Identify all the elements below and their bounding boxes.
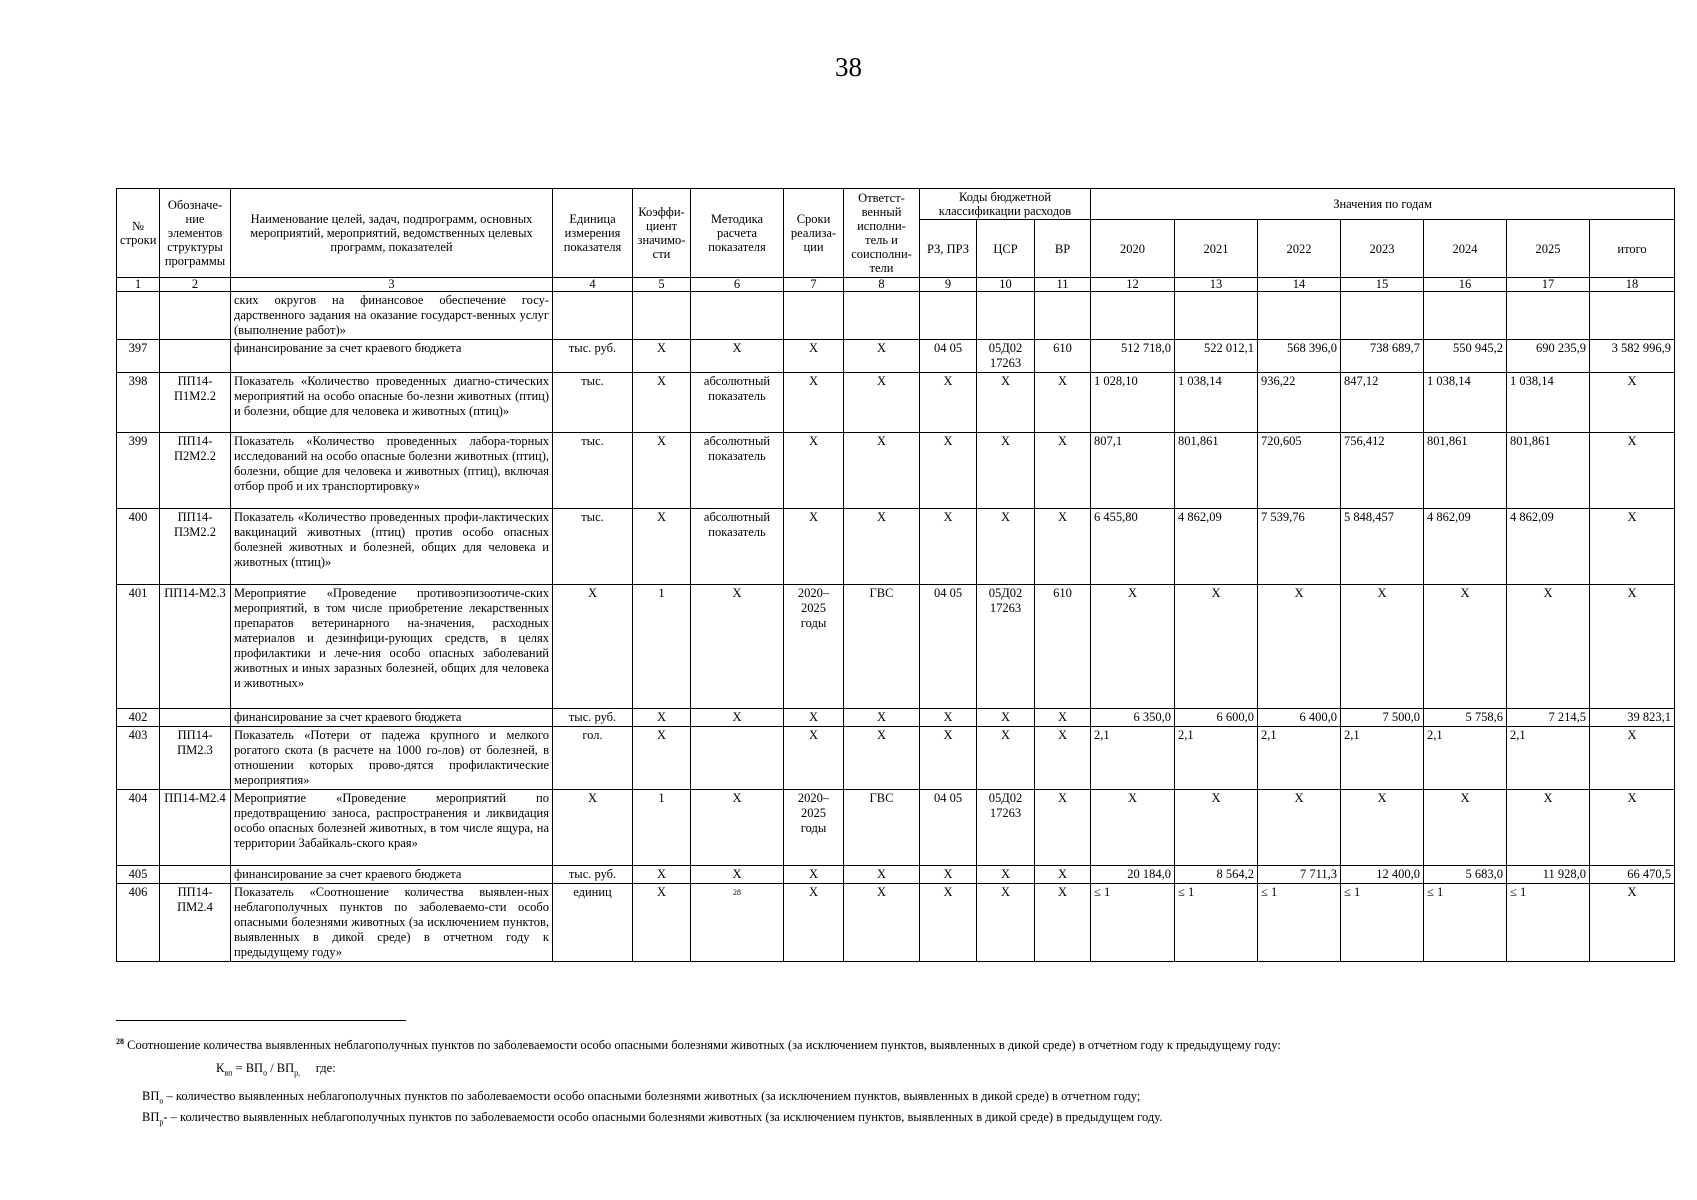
row-csr: X: [977, 373, 1035, 433]
column-number: 9: [920, 278, 977, 292]
row-value-2024: 2,1: [1424, 727, 1507, 790]
row-name: Показатель «Количество проведенных лабора-торных исследований на особо опасные болезни животных (птиц), болезни, общие для человека и животных (птиц), включая отбор проб и их транспортировку»: [231, 433, 553, 509]
row-value-2025: [1507, 292, 1590, 340]
header-method: Методика расчета показателя: [691, 189, 784, 278]
row-value-total: X: [1590, 585, 1675, 709]
row-designation: ПП14-П2М2.2: [160, 433, 231, 509]
row-value-2023: [1341, 292, 1424, 340]
row-value-2025: X: [1507, 585, 1590, 709]
row-name: финансирование за счет краевого бюджета: [231, 709, 553, 727]
row-value-total: [1590, 292, 1675, 340]
row-value-2021: 8 564,2: [1175, 866, 1258, 884]
row-value-2024: X: [1424, 790, 1507, 866]
row-value-total: X: [1590, 790, 1675, 866]
row-designation: ПП14-ПМ2.4: [160, 884, 231, 962]
table-row: [117, 585, 1675, 709]
footnote-definition-1: [142, 1088, 1676, 1110]
formula-vp: = ВП: [232, 1061, 264, 1076]
row-designation: ПП14-М2.4: [160, 790, 231, 866]
row-coefficient: 1: [633, 790, 691, 866]
row-vr: X: [1035, 373, 1091, 433]
def1-text: – количество выявленных неблагополучных пунктов по заболеваемости особо опасными болезнями животных (за исключением пунктов, выявленных в дикой среде) в отчетном году;: [163, 1088, 1141, 1103]
column-number: 14: [1258, 278, 1341, 292]
row-csr: X: [977, 866, 1035, 884]
row-terms: X: [784, 433, 844, 509]
row-value-2021: X: [1175, 790, 1258, 866]
row-coefficient: [633, 292, 691, 340]
formula-p-sub: р,: [294, 1068, 301, 1078]
column-number: 3: [231, 278, 553, 292]
row-executor: X: [844, 709, 920, 727]
row-value-2021: 1 038,14: [1175, 373, 1258, 433]
row-value-2025: 4 862,09: [1507, 509, 1590, 585]
column-number: 1: [117, 278, 160, 292]
header-name: Наименование целей, задач, подпрограмм, основных мероприятий, мероприятий, ведомственных целевых программ, показателей: [231, 189, 553, 278]
header-designation: Обозначе-ние элементов структуры программы: [160, 189, 231, 278]
row-executor: X: [844, 340, 920, 373]
formula-where: где:: [315, 1061, 336, 1076]
row-value-2020: 2,1: [1091, 727, 1175, 790]
row-method: X: [691, 340, 784, 373]
row-designation: ПП14-П3М2.2: [160, 509, 231, 585]
row-terms: X: [784, 373, 844, 433]
row-value-2021: X: [1175, 585, 1258, 709]
row-designation: ПП14-ПМ2.3: [160, 727, 231, 790]
row-value-2023: X: [1341, 585, 1424, 709]
row-executor: X: [844, 373, 920, 433]
row-terms: X: [784, 509, 844, 585]
row-value-2023: 847,12: [1341, 373, 1424, 433]
row-csr: [977, 292, 1035, 340]
row-value-2023: 5 848,457: [1341, 509, 1424, 585]
row-method: абсолютный показатель: [691, 509, 784, 585]
def2-prefix: ВП: [142, 1110, 160, 1125]
row-unit: тыс. руб.: [553, 340, 633, 373]
row-value-2022: 568 396,0: [1258, 340, 1341, 373]
row-number: 397: [117, 340, 160, 373]
column-number: 7: [784, 278, 844, 292]
row-vr: X: [1035, 433, 1091, 509]
footnote-definition-2: [142, 1109, 1676, 1131]
row-coefficient: X: [633, 509, 691, 585]
row-value-2024: 550 945,2: [1424, 340, 1507, 373]
row-value-2020: X: [1091, 585, 1175, 709]
row-number: 401: [117, 585, 160, 709]
formula-k: К: [216, 1061, 225, 1076]
row-coefficient: X: [633, 727, 691, 790]
row-method: [691, 292, 784, 340]
row-value-2024: 4 862,09: [1424, 509, 1507, 585]
row-number: 399: [117, 433, 160, 509]
row-number: 406: [117, 884, 160, 962]
header-coefficient: Коэффи-циент значимо-сти: [633, 189, 691, 278]
row-name: Мероприятие «Проведение противоэпизоотиче-ских мероприятий, в том числе приобретение лекарственных препаратов ветеринарного на-значения, расходных материалов и дезинфици-рующих средств, в целях профилактики и лече-ния особо опасных заболеваний животных и иных заразных болезней, общих для человека и животных»: [231, 585, 553, 709]
row-method: X: [691, 709, 784, 727]
row-value-2024: 801,861: [1424, 433, 1507, 509]
row-terms: X: [784, 709, 844, 727]
row-rz-prz: X: [920, 709, 977, 727]
row-value-2023: ≤ 1: [1341, 884, 1424, 962]
row-value-2025: ≤ 1: [1507, 884, 1590, 962]
header-rz-prz: РЗ, ПРЗ: [920, 220, 977, 278]
row-vr: X: [1035, 884, 1091, 962]
row-value-2025: 1 038,14: [1507, 373, 1590, 433]
def2-text: - – количество выявленных неблагополучных пунктов по заболеваемости особо опасными болезнями животных (за исключением пунктов, выявленных в дикой среде) в предыдущем году.: [163, 1110, 1163, 1125]
row-number: 402: [117, 709, 160, 727]
row-designation: [160, 709, 231, 727]
row-executor: ГВС: [844, 790, 920, 866]
table-row: [117, 709, 1675, 727]
row-rz-prz: X: [920, 509, 977, 585]
row-number: 404: [117, 790, 160, 866]
footnote-text: [116, 1033, 1676, 1054]
header-executor: Ответст-венный исполни-тель и соисполни-тели: [844, 189, 920, 278]
column-number: 17: [1507, 278, 1590, 292]
row-rz-prz: X: [920, 884, 977, 962]
row-value-total: X: [1590, 433, 1675, 509]
footnote: [116, 1020, 1676, 1131]
row-value-2020: X: [1091, 790, 1175, 866]
row-value-2022: 936,22: [1258, 373, 1341, 433]
table-row: [117, 509, 1675, 585]
row-executor: X: [844, 509, 920, 585]
row-unit: тыс. руб.: [553, 709, 633, 727]
row-name: Показатель «Потери от падежа крупного и мелкого рогатого скота (в расчете на 1000 го-лов) от болезней, в отношении которых прово-дятся профилактические мероприятия»: [231, 727, 553, 790]
row-csr: X: [977, 884, 1035, 962]
row-value-2021: 801,861: [1175, 433, 1258, 509]
row-vr: X: [1035, 790, 1091, 866]
row-name: ских округов на финансовое обеспечение госу-дарственного задания на оказание государст-венных услуг (выполнение работ)»: [231, 292, 553, 340]
column-number: 15: [1341, 278, 1424, 292]
column-number: 13: [1175, 278, 1258, 292]
row-value-2022: 720,605: [1258, 433, 1341, 509]
row-vr: 610: [1035, 585, 1091, 709]
row-value-2022: 7 711,3: [1258, 866, 1341, 884]
row-number: [117, 292, 160, 340]
row-number: 403: [117, 727, 160, 790]
row-rz-prz: 04 05: [920, 585, 977, 709]
row-value-2020: [1091, 292, 1175, 340]
column-number: 8: [844, 278, 920, 292]
row-value-2020: 807,1: [1091, 433, 1175, 509]
row-name: Мероприятие «Проведение мероприятий по предотвращению заноса, распространения и ликвидация особо опасных болезней животных, в том числе ящура, на территории Забайкаль-ского края»: [231, 790, 553, 866]
row-executor: ГВС: [844, 585, 920, 709]
header-unit: Единица измерения показателя: [553, 189, 633, 278]
row-vr: [1035, 292, 1091, 340]
header-total: итого: [1590, 220, 1675, 278]
row-method: X: [691, 790, 784, 866]
row-name: финансирование за счет краевого бюджета: [231, 340, 553, 373]
header-year-2020: 2020: [1091, 220, 1175, 278]
footnote-divider: [116, 1020, 406, 1021]
row-value-2021: 2,1: [1175, 727, 1258, 790]
row-rz-prz: 04 05: [920, 340, 977, 373]
row-value-2023: 738 689,7: [1341, 340, 1424, 373]
row-csr: X: [977, 433, 1035, 509]
row-designation: [160, 292, 231, 340]
row-unit: тыс.: [553, 373, 633, 433]
row-value-total: 3 582 996,9: [1590, 340, 1675, 373]
row-value-total: X: [1590, 509, 1675, 585]
column-number: 11: [1035, 278, 1091, 292]
table-row: [117, 373, 1675, 433]
row-coefficient: 1: [633, 585, 691, 709]
def1-prefix: ВП: [142, 1088, 160, 1103]
row-rz-prz: X: [920, 433, 977, 509]
row-value-total: X: [1590, 727, 1675, 790]
row-value-2022: X: [1258, 585, 1341, 709]
table-row: [117, 727, 1675, 790]
column-number: 6: [691, 278, 784, 292]
header-values-by-year: Значения по годам: [1091, 189, 1675, 220]
row-value-2025: 11 928,0: [1507, 866, 1590, 884]
row-unit: X: [553, 790, 633, 866]
row-value-2024: 1 038,14: [1424, 373, 1507, 433]
footnote-reference: 28: [733, 888, 741, 897]
row-coefficient: X: [633, 709, 691, 727]
footnote-mark: 28: [116, 1037, 124, 1046]
header-year-2024: 2024: [1424, 220, 1507, 278]
table-row: [117, 790, 1675, 866]
footnote-description: Соотношение количества выявленных неблагополучных пунктов по заболеваемости особо опасными болезнями животных (за исключением пунктов, выявленных в дикой среде) в отчетном году к предыдущему году:: [127, 1038, 1281, 1053]
row-terms: X: [784, 884, 844, 962]
row-vr: X: [1035, 727, 1091, 790]
row-name: Показатель «Количество проведенных профи-лактических вакцинаций животных (птиц) против особо опасных болезней животных и болезней, общих для человека и животных (птиц)»: [231, 509, 553, 585]
header-row-num: № строки: [117, 189, 160, 278]
row-coefficient: X: [633, 433, 691, 509]
table-row: [117, 340, 1675, 373]
row-name: Показатель «Соотношение количества выявлен-ных неблагополучных пунктов по заболеваемо-сти особо опасными болезнями животных (за исключением пунктов, выявленных в дикой среде) в отчетном году к предыдущему году»: [231, 884, 553, 962]
row-method: [691, 884, 784, 962]
row-value-total: X: [1590, 884, 1675, 962]
row-value-total: 66 470,5: [1590, 866, 1675, 884]
row-value-2020: ≤ 1: [1091, 884, 1175, 962]
column-number: 12: [1091, 278, 1175, 292]
row-csr: 05Д02 17263: [977, 340, 1035, 373]
header-year-2021: 2021: [1175, 220, 1258, 278]
page-number: 38: [835, 52, 862, 82]
column-number: 4: [553, 278, 633, 292]
header-budget-codes: Коды бюджетной классификации расходов: [920, 189, 1091, 220]
row-designation: [160, 340, 231, 373]
row-unit: [553, 292, 633, 340]
def1-sub: о: [159, 1096, 164, 1106]
header-vr: ВР: [1035, 220, 1091, 278]
row-terms: X: [784, 727, 844, 790]
row-method: абсолютный показатель: [691, 433, 784, 509]
row-unit: тыс.: [553, 433, 633, 509]
row-terms: [784, 292, 844, 340]
row-value-2022: ≤ 1: [1258, 884, 1341, 962]
row-method: X: [691, 866, 784, 884]
row-value-2020: 1 028,10: [1091, 373, 1175, 433]
column-number: 5: [633, 278, 691, 292]
row-unit: тыс.: [553, 509, 633, 585]
row-rz-prz: X: [920, 373, 977, 433]
row-designation: ПП14-М2.3: [160, 585, 231, 709]
table-row: [117, 292, 1675, 340]
header-year-2025: 2025: [1507, 220, 1590, 278]
header-year-2022: 2022: [1258, 220, 1341, 278]
row-method: [691, 727, 784, 790]
table-row: [117, 433, 1675, 509]
row-number: 405: [117, 866, 160, 884]
row-rz-prz: X: [920, 727, 977, 790]
row-terms: X: [784, 866, 844, 884]
row-value-2021: [1175, 292, 1258, 340]
row-value-2025: 2,1: [1507, 727, 1590, 790]
row-unit: единиц: [553, 884, 633, 962]
row-executor: X: [844, 884, 920, 962]
table-row: [117, 884, 1675, 962]
row-executor: [844, 292, 920, 340]
row-value-2023: 7 500,0: [1341, 709, 1424, 727]
row-designation: ПП14-П1М2.2: [160, 373, 231, 433]
row-designation: [160, 866, 231, 884]
row-executor: X: [844, 727, 920, 790]
row-csr: X: [977, 709, 1035, 727]
header-year-2023: 2023: [1341, 220, 1424, 278]
row-value-2023: 756,412: [1341, 433, 1424, 509]
row-value-2024: 5 758,6: [1424, 709, 1507, 727]
row-terms: 2020–2025 годы: [784, 790, 844, 866]
column-number: 2: [160, 278, 231, 292]
row-vr: X: [1035, 509, 1091, 585]
row-value-2024: X: [1424, 585, 1507, 709]
row-value-2024: [1424, 292, 1507, 340]
row-value-2024: 5 683,0: [1424, 866, 1507, 884]
row-coefficient: X: [633, 340, 691, 373]
row-unit: X: [553, 585, 633, 709]
row-value-2022: 7 539,76: [1258, 509, 1341, 585]
row-value-2020: 6 350,0: [1091, 709, 1175, 727]
row-value-2024: ≤ 1: [1424, 884, 1507, 962]
row-unit: гол.: [553, 727, 633, 790]
row-method: X: [691, 585, 784, 709]
column-numbers-row: [117, 278, 1675, 292]
formula-o-sub: о: [263, 1068, 268, 1078]
header-csr: ЦСР: [977, 220, 1035, 278]
row-value-2020: 20 184,0: [1091, 866, 1175, 884]
row-number: 398: [117, 373, 160, 433]
column-number: 18: [1590, 278, 1675, 292]
row-value-2023: X: [1341, 790, 1424, 866]
def2-sub: р: [159, 1117, 164, 1127]
row-vr: X: [1035, 866, 1091, 884]
row-value-2021: ≤ 1: [1175, 884, 1258, 962]
row-vr: 610: [1035, 340, 1091, 373]
row-value-2022: 6 400,0: [1258, 709, 1341, 727]
header-terms: Сроки реализа-ции: [784, 189, 844, 278]
row-value-2025: 7 214,5: [1507, 709, 1590, 727]
row-value-2025: 801,861: [1507, 433, 1590, 509]
footnote-formula: [216, 1060, 1676, 1082]
row-executor: X: [844, 433, 920, 509]
row-coefficient: X: [633, 884, 691, 962]
table-row: [117, 866, 1675, 884]
row-value-2022: [1258, 292, 1341, 340]
row-coefficient: X: [633, 373, 691, 433]
program-indicators-table: [116, 188, 1675, 962]
row-value-2021: 522 012,1: [1175, 340, 1258, 373]
row-value-2021: 4 862,09: [1175, 509, 1258, 585]
row-name: финансирование за счет краевого бюджета: [231, 866, 553, 884]
formula-k-sub: вп: [224, 1068, 233, 1078]
row-csr: X: [977, 727, 1035, 790]
row-value-2020: 512 718,0: [1091, 340, 1175, 373]
row-coefficient: X: [633, 866, 691, 884]
row-value-2023: 12 400,0: [1341, 866, 1424, 884]
row-terms: 2020–2025 годы: [784, 585, 844, 709]
row-rz-prz: X: [920, 866, 977, 884]
row-value-2022: 2,1: [1258, 727, 1341, 790]
row-number: 400: [117, 509, 160, 585]
row-value-2021: 6 600,0: [1175, 709, 1258, 727]
row-value-total: X: [1590, 373, 1675, 433]
row-csr: X: [977, 509, 1035, 585]
row-csr: 05Д02 17263: [977, 790, 1035, 866]
row-name: Показатель «Количество проведенных диагно-стических мероприятий на особо опасные бо-лезни животных (птиц) и болезни, общие для человека и животных (птиц)»: [231, 373, 553, 433]
row-value-total: 39 823,1: [1590, 709, 1675, 727]
row-terms: X: [784, 340, 844, 373]
row-value-2020: 6 455,80: [1091, 509, 1175, 585]
row-method: абсолютный показатель: [691, 373, 784, 433]
row-vr: X: [1035, 709, 1091, 727]
row-rz-prz: [920, 292, 977, 340]
column-number: 16: [1424, 278, 1507, 292]
row-value-2025: 690 235,9: [1507, 340, 1590, 373]
row-value-2023: 2,1: [1341, 727, 1424, 790]
row-unit: тыс. руб.: [553, 866, 633, 884]
row-value-2022: X: [1258, 790, 1341, 866]
row-rz-prz: 04 05: [920, 790, 977, 866]
row-value-2025: X: [1507, 790, 1590, 866]
column-number: 10: [977, 278, 1035, 292]
formula-div: / ВП: [267, 1061, 295, 1076]
row-csr: 05Д02 17263: [977, 585, 1035, 709]
row-executor: X: [844, 866, 920, 884]
